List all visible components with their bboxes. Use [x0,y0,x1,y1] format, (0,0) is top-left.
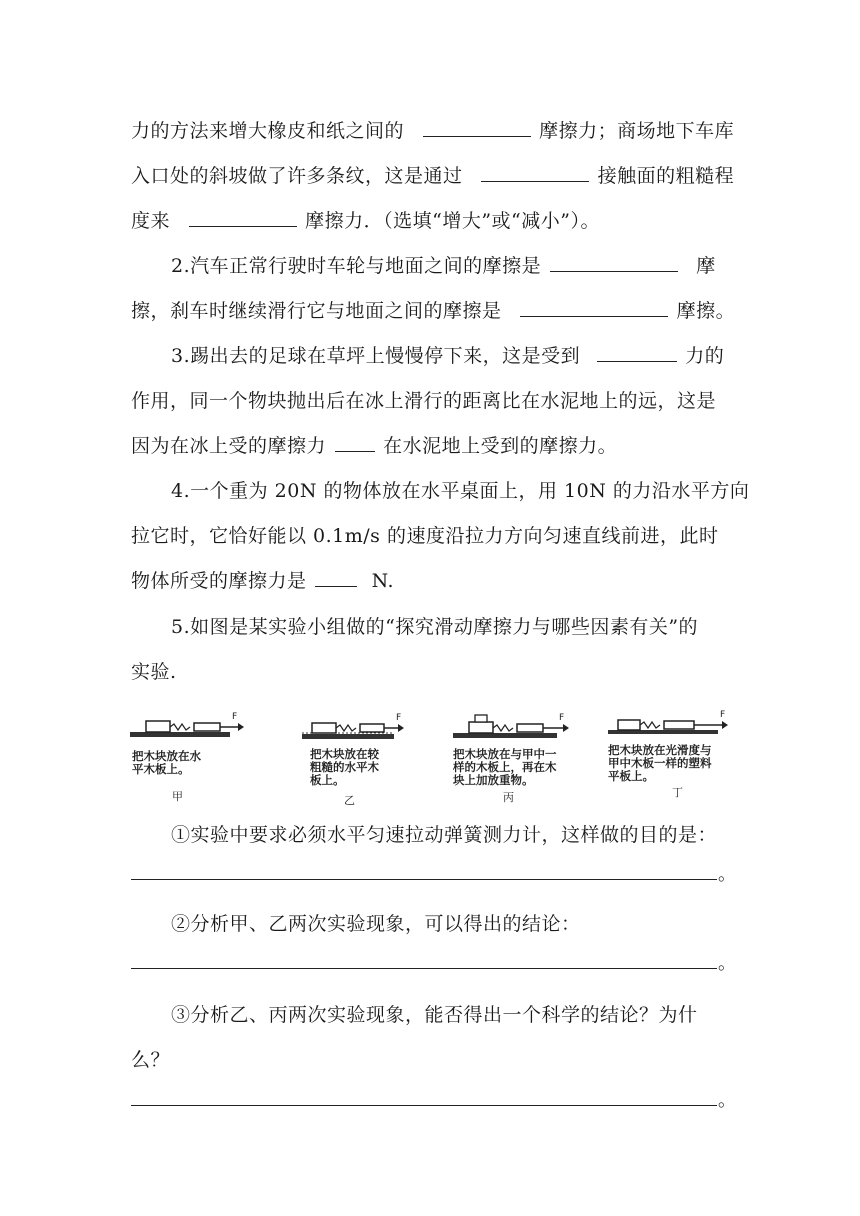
force-label: F [559,713,565,723]
q1-text: 接触面的粗糙程 [597,165,735,187]
q5-sub-text: ②分析甲、乙两次实验现象，可以得出的结论： [171,913,581,935]
q4-text: N. [371,570,395,592]
q3-blank-2[interactable] [335,433,375,452]
panel-jia [128,708,258,803]
q1-line-3 [131,206,600,233]
q3-line-1 [171,341,724,368]
q4-line-2 [131,521,718,548]
q2-text: 2.汽车正常行驶时车轮与地面之间的摩擦是 [171,255,542,277]
answer-period: 。 [718,1090,736,1111]
q3-text: 在水泥地上受到的摩擦力。 [383,435,618,457]
answer-line-2[interactable] [131,968,717,969]
caption-bing: 把木块放在与甲中一 样的木板上，再在木 块上加放重物。 [453,747,557,787]
q5-line-1 [171,612,698,639]
setup-diagram-jia [128,708,258,748]
panel-ding [606,708,748,803]
label-yi: 乙 [344,794,355,807]
q2-text: 摩擦。 [676,300,736,322]
q4-text: 4.一个重为 20N 的物体放在水平桌面上，用 10N 的力沿水平方向 [171,480,750,502]
q1-blank-1[interactable] [423,118,531,137]
setup-diagram-bing [451,708,591,748]
q2-line-1 [171,251,716,278]
q1-text: 度来 [131,210,171,232]
q3-text: 作用，同一个物块抛出后在冰上滑行的距离比在水泥地上的远，这是 [131,390,717,412]
q3-text: 因为在冰上受的摩擦力 [131,435,327,457]
answer-period: 。 [718,953,736,974]
q1-line-1 [131,116,734,143]
label-jia: 甲 [172,790,183,803]
panel-yi [300,708,430,807]
q2-text: 摩 [696,255,716,277]
q4-text: 拉它时，它恰好能以 0.1m/s 的速度沿拉力方向匀速直线前进，此时 [131,525,719,547]
answer-line-3[interactable] [131,1105,717,1106]
q2-blank-1[interactable] [550,253,678,272]
q5-line-2 [131,657,177,684]
caption-ding: 把木块放在光滑度与 甲中木板一样的塑料 平板上。 [608,743,712,783]
q5-sub-2 [171,909,581,936]
q1-text: 入口处的斜坡做了许多条纹，这是通过 [131,165,463,187]
q5-sub-1 [171,820,717,847]
q1-text: 力的方法来增大橡皮和纸之间的 [131,120,405,142]
q5-sub-text: ③分析乙、丙两次实验现象，能否得出一个科学的结论？为什 [171,1004,698,1026]
q2-text: 擦，刹车时继续滑行它与地面之间的摩擦是 [131,300,502,322]
q1-line-2 [131,161,734,188]
setup-diagram-ding [606,708,748,748]
q5-sub-3b [131,1045,170,1072]
panel-bing [451,708,591,803]
q4-line-1 [171,476,749,503]
q4-blank-1[interactable] [315,568,357,587]
q1-text: 摩擦力．（选填“增大”或“减小”）。 [305,210,600,232]
q1-blank-3[interactable] [189,208,297,227]
force-label: F [232,712,238,722]
label-bing: 丙 [503,791,514,804]
caption-jia: 把木块放在水 平木板上。 [132,749,201,776]
q2-blank-2[interactable] [520,298,668,317]
q4-text: 物体所受的摩擦力是 [131,570,307,592]
q1-blank-2[interactable] [481,163,589,182]
answer-line-1[interactable] [131,879,717,880]
q3-line-2 [131,386,716,413]
q5-sub-text: 么？ [131,1049,171,1071]
experiment-figure [128,708,748,807]
q4-line-3 [131,566,394,593]
answer-period: 。 [718,864,736,885]
q5-text: 5.如图是某实验小组做的“探究滑动摩擦力与哪些因素有关”的 [171,616,699,638]
q3-line-3 [131,431,617,458]
q5-sub-text: ①实验中要求必须水平匀速拉动弹簧测力计，这样做的目的是： [171,824,718,846]
q3-text: 力的 [685,345,725,367]
q5-text: 实验. [131,661,177,683]
q3-blank-1[interactable] [597,343,677,362]
caption-yi: 把木块放在较 粗糙的水平木 板上。 [310,747,379,787]
setup-diagram-yi [300,708,430,748]
force-label: F [396,713,402,723]
q1-text: 摩擦力；商场地下车库 [539,120,735,142]
force-label: F [720,710,726,720]
q2-line-2 [131,296,735,323]
q5-sub-3a [171,1000,698,1027]
label-ding: 丁 [672,786,683,799]
q3-text: 3.踢出去的足球在草坪上慢慢停下来，这是受到 [171,345,581,367]
